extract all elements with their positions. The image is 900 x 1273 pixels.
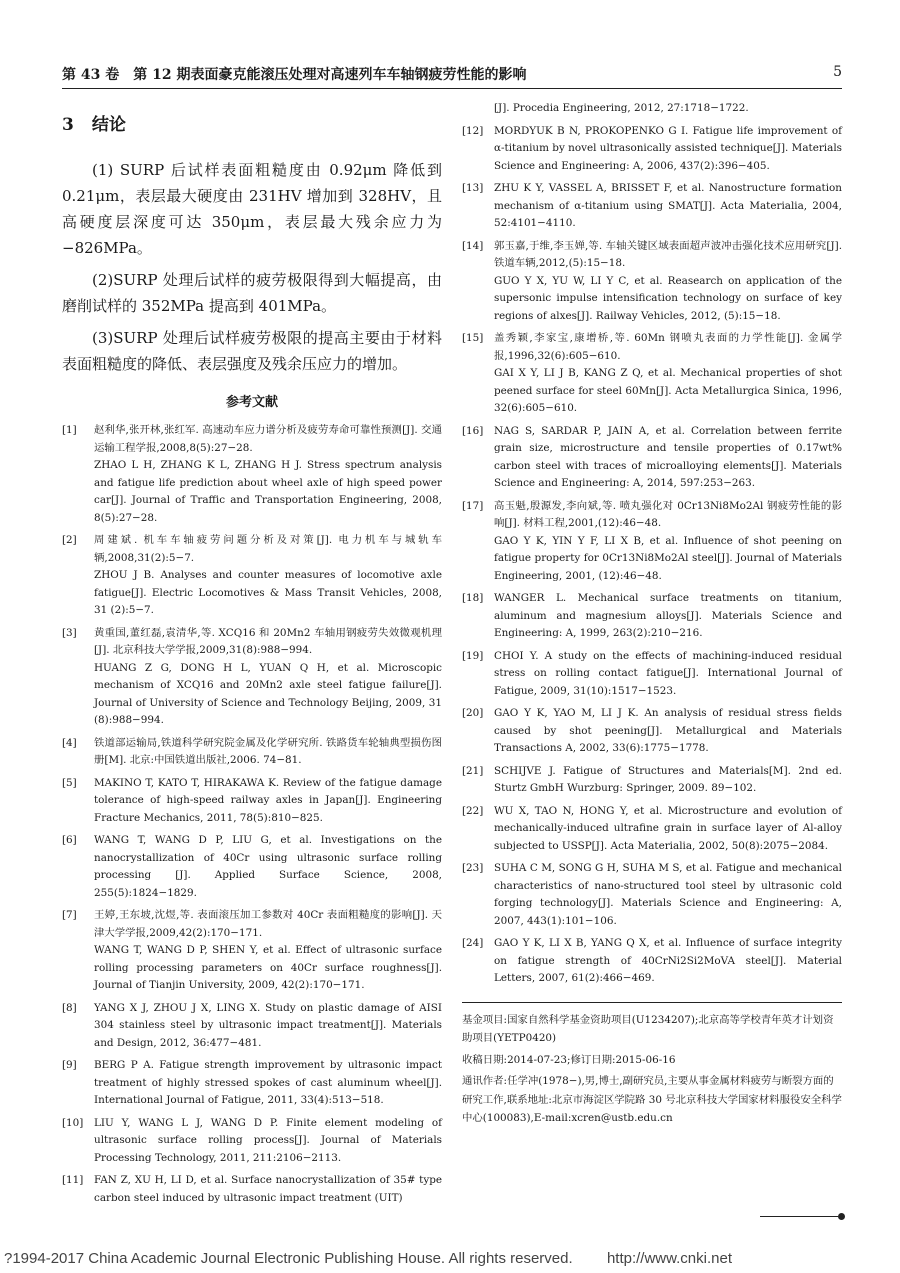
reference-index: [16]	[462, 424, 484, 437]
running-title: 第 43 卷 第 12 期表面豪克能滚压处理对高速列车车轴钢疲劳性能的影响	[62, 67, 527, 83]
reference-item	[462, 180, 842, 233]
reference-text: 赵利华,张开林,张红军. 高速动车应力谱分析及疲劳寿命可靠性预测[J]. 交通运输工程学报,2008,8(5):27−28.	[94, 424, 442, 454]
reference-item	[62, 832, 442, 902]
reference-index: [5]	[62, 776, 77, 789]
reference-item	[62, 1172, 442, 1207]
right-column	[462, 100, 842, 1131]
conclusion-1: (1) SURP 后试样表面粗糙度由 0.92μm 降低到 0.21μm，表层最大硬度由 231HV 增加到 328HV，且高硬度层深度可达 350μm，表层最大残余应力为 −826MPa。	[62, 161, 442, 257]
reference-index: [7]	[62, 909, 77, 921]
reference-index: [11]	[62, 1174, 84, 1186]
reference-item	[62, 775, 442, 828]
reference-text: SUHA C M, SONG G H, SUHA M S, et al. Fatigue and mechanical characteristics of nano-structured tool steel by ultrasonic cold forging technology[J]. Materials Science and Engineering: A, 2007, 443(1):101−106.	[494, 862, 842, 927]
reference-index: [1]	[62, 424, 77, 436]
reference-item	[462, 705, 842, 758]
reference-text: 郭玉嘉,于维,李玉婵,等. 车轴关键区域表面超声波冲击强化技术应用研究[J]. 铁道车辆,2012,(5):15−18.	[494, 239, 842, 269]
running-header	[62, 60, 842, 89]
reference-index: [15]	[462, 332, 484, 344]
reference-text: 王婷,王东坡,沈煜,等. 表面滚压加工参数对 40Cr 表面粗糙度的影响[J]. 天津大学学报,2009,42(2):170−171.	[94, 909, 442, 939]
reference-text: BERG P A. Fatigue strength improvement by ultrasonic impact treatment of highly stressed spokes of cast aluminum wheel[J]. International Journal of Fatigue, 2011, 33(4):513−518.	[94, 1059, 442, 1106]
reference-text: HUANG Z G, DONG H L, YUAN Q H, et al. Microscopic mechanism of XCQ16 and 20Mn2 axle steel fatigue failure[J]. Journal of University of Science and Technology Beijing, 2009, 31 (8):988−994.	[94, 661, 442, 726]
reference-text: SCHIJVE J. Fatigue of Structures and Materials[M]. 2nd ed. Sturtz GmbH Wurzburg: Springer, 2009. 89−102.	[494, 764, 842, 794]
reference-item	[62, 1057, 442, 1110]
cnki-link[interactable]: http://www.cnki.net	[606, 1250, 732, 1267]
reference-item	[462, 860, 842, 930]
reference-11-continuation: [J]. Procedia Engineering, 2012, 27:1718−1722.	[494, 102, 749, 114]
reference-item	[62, 1000, 442, 1053]
page-number: 5	[833, 64, 842, 80]
reference-index: [19]	[462, 649, 484, 662]
reference-text: ZHAO L H, ZHANG K L, ZHANG H J. Stress spectrum analysis and fatigue life prediction about wheel axle of high speed power car[J]. Journal of Traffic and Transportation Engineering, 2008, 8(5):27−28.	[94, 459, 442, 524]
reference-text: GAO Y K, YAO M, LI J K. An analysis of residual stress fields caused by shot peening[J]. Metallurgical and Materials Transactions A, 2002, 33(6):1775−1778.	[494, 707, 842, 754]
reference-text: WANGER L. Mechanical surface treatments on titanium, aluminum and magnesium alloys[J]. Materials Science and Engineering: A, 1999, 263(2):210−216.	[494, 592, 842, 639]
reference-text: GAI X Y, LI J B, KANG Z Q, et al. Mechanical properties of shot peened surface for steel 60Mn[J]. Acta Metallurgica Sinica, 1996, 32(6):605−610.	[494, 367, 842, 414]
reference-index: [10]	[62, 1116, 84, 1129]
reference-text: FAN Z, XU H, LI D, et al. Surface nanocrystallization of 35# type carbon steel induced by ultrasonic impact treatment (UIT)	[94, 1174, 442, 1204]
received-date-note: 收稿日期:2014-07-23;修订日期:2015-06-16	[462, 1053, 676, 1066]
reference-item	[62, 422, 442, 527]
reference-item	[462, 330, 842, 418]
reference-text: GAO Y K, LI X B, YANG Q X, et al. Influence of surface integrity on fatigue strength of 40CrNi2Si2MoVA steel[J]. Material Letters, 2007, 61(2):466−469.	[494, 937, 842, 984]
references-left	[62, 422, 442, 1207]
reference-item	[462, 763, 842, 798]
references-title: 参考文献	[225, 395, 278, 410]
left-column	[62, 100, 442, 1212]
reference-index: [18]	[462, 592, 484, 604]
corresponding-author-note: 通讯作者:任学冲(1978−),男,博士,副研究员,主要从事金属材料疲劳与断裂方面的研究工作,联系地址:北京市海淀区学院路 30 号北京科技大学国家材料服役安全科学中心(100083),E-mail:xcren@ustb.edu.cn	[462, 1075, 842, 1124]
copyright-text: ?1994-2017 China Academic Journal Electronic Publishing House. All rights reserved.	[4, 1250, 573, 1267]
reference-text: ZHOU J B. Analyses and counter measures of locomotive axle fatigue[J]. Electric Locomotives & Mass Transit Vehicles, 2008, 31 (2):5−7.	[94, 569, 442, 616]
reference-item	[62, 907, 442, 995]
reference-item	[462, 238, 842, 326]
reference-item	[462, 935, 842, 988]
reference-index: [20]	[462, 707, 484, 719]
reference-index: [14]	[462, 239, 484, 252]
funding-note: 基金项目:国家自然科学基金资助项目(U1234207);北京高等学校青年英才计划资助项目(YETP0420)	[462, 1013, 834, 1044]
reference-index: [9]	[62, 1059, 77, 1071]
references-right	[462, 123, 842, 988]
reference-item	[62, 1115, 442, 1168]
reference-text: WANG T, WANG D P, LIU G, et al. Investigations on the nanocrystallization of 40Cr using ultrasonic surface rolling processing [J]. Applied Surface Science, 2008, 255(5):1824−1829.	[94, 834, 442, 899]
reference-index: [21]	[462, 764, 484, 777]
section-heading	[62, 110, 442, 135]
reference-text: 周建斌. 机车车轴疲劳问题分析及对策[J]. 电力机车与城轨车辆,2008,31(2):5−7.	[94, 534, 442, 564]
reference-text: ZHU K Y, VASSEL A, BRISSET F, et al. Nanostructure formation mechanism of α-titanium using SMAT[J]. Acta Materialia, 2004, 52:4101−4110.	[494, 182, 842, 229]
reference-text: 高玉魁,殷源发,李向斌,等. 喷丸强化对 0Cr13Ni8Mo2Al 钢疲劳性能的影响[J]. 材料工程,2001,(12):46−48.	[494, 499, 842, 529]
reference-text: WU X, TAO N, HONG Y, et al. Microstructure and evolution of mechanically-induced ultrafine grain in surface layer of Al-alloy subjected to USSP[J]. Acta Materialia, 2002, 50(8):2075−2084.	[494, 804, 842, 852]
reference-index: [4]	[62, 736, 77, 749]
reference-index: [13]	[462, 182, 484, 194]
reference-text: 铁道部运输局,铁道科学研究院金属及化学研究所. 铁路货车轮轴典型损伤图册[M]. 北京:中国铁道出版社,2006. 74−81.	[94, 736, 442, 766]
reference-index: [17]	[462, 499, 484, 512]
reference-index: [3]	[62, 626, 77, 639]
article-notes	[462, 1002, 842, 1128]
reference-text: CHOI Y. A study on the effects of machining-induced residual stress on rolling contact fatigue[J]. International Journal of Fatigue, 2009, 31(10):1517−1523.	[494, 649, 842, 697]
end-of-article-mark	[760, 1213, 845, 1221]
reference-text: 黄重国,董红磊,袁清华,等. XCQ16 和 20Mn2 车轴用钢疲劳失效微观机理[J]. 北京科技大学学报,2009,31(8):988−994.	[94, 626, 442, 656]
section-title: 结论	[91, 115, 126, 135]
reference-index: [23]	[462, 862, 484, 874]
section-number: 3	[62, 115, 74, 135]
reference-item	[62, 532, 442, 620]
reference-text: GAO Y K, YIN Y F, LI X B, et al. Influence of shot peening on fatigue property for 0Cr13Ni8Mo2Al steel[J]. Journal of Materials Engineering, 2001, (12):46−48.	[494, 534, 842, 582]
reference-item	[62, 625, 442, 730]
reference-item	[462, 590, 842, 643]
reference-item	[462, 648, 842, 701]
reference-index: [6]	[62, 834, 77, 846]
reference-item	[462, 498, 842, 586]
conclusion-2: (2)SURP 处理后试样的疲劳极限得到大幅提高，由磨削试样的 352MPa 提高到 401MPa。	[62, 271, 442, 315]
page-footer	[0, 1248, 900, 1272]
reference-index: [8]	[62, 1001, 77, 1014]
reference-text: GUO Y X, YU W, LI Y C, et al. Reasearch on application of the supersonic impulse intensification technology on surface of key regions of alxes[J]. Railway Vehicles, 2012, (5):15−18.	[494, 274, 842, 322]
reference-item	[462, 123, 842, 176]
conclusion-3: (3)SURP 处理后试样疲劳极限的提高主要由于材料表面粗糙度的降低、表层强度及残余压应力的增加。	[62, 329, 442, 373]
reference-text: YANG X J, ZHOU J X, LING X. Study on plastic damage of AISI 304 stainless steel by ultrasonic impact treatment[J]. Materials and Design, 2012, 36:477−481.	[94, 1001, 442, 1049]
reference-index: [12]	[462, 124, 484, 137]
reference-text: NAG S, SARDAR P, JAIN A, et al. Correlation between ferrite grain size, microstructure and tensile properties of 0.17wt% carbon steel with traces of microalloying elements[J]. Materials Science and Engineering: A, 2014, 597:253−263.	[494, 424, 842, 489]
reference-text: MORDYUK B N, PROKOPENKO G I. Fatigue life improvement of α-titanium by novel ultrasonically assisted technique[J]. Materials Science and Engineering: A, 2006, 437(2):396−405.	[494, 124, 842, 172]
reference-text: 盖秀颖,李家宝,康增桥,等. 60Mn 钢喷丸表面的力学性能[J]. 金属学报,1996,32(6):605−610.	[494, 332, 842, 362]
reference-item	[462, 423, 842, 493]
reference-item	[462, 803, 842, 856]
reference-index: [2]	[62, 534, 77, 546]
reference-text: WANG T, WANG D P, SHEN Y, et al. Effect of ultrasonic surface rolling processing parameters on 40Cr surface roughness[J]. Journal of Tianjin University, 2009, 42(2):170−171.	[94, 944, 442, 991]
reference-text: MAKINO T, KATO T, HIRAKAWA K. Review of the fatigue damage tolerance of high-speed railway axles in Japan[J]. Engineering Fracture Mechanics, 2011, 78(5):810−825.	[94, 776, 442, 824]
reference-text: LIU Y, WANG L J, WANG D P. Finite element modeling of ultrasonic surface rolling process[J]. Journal of Materials Processing Technology, 2011, 211:2106−2113.	[94, 1116, 442, 1164]
reference-index: [24]	[462, 937, 484, 949]
reference-item	[62, 735, 442, 770]
reference-index: [22]	[462, 804, 484, 817]
